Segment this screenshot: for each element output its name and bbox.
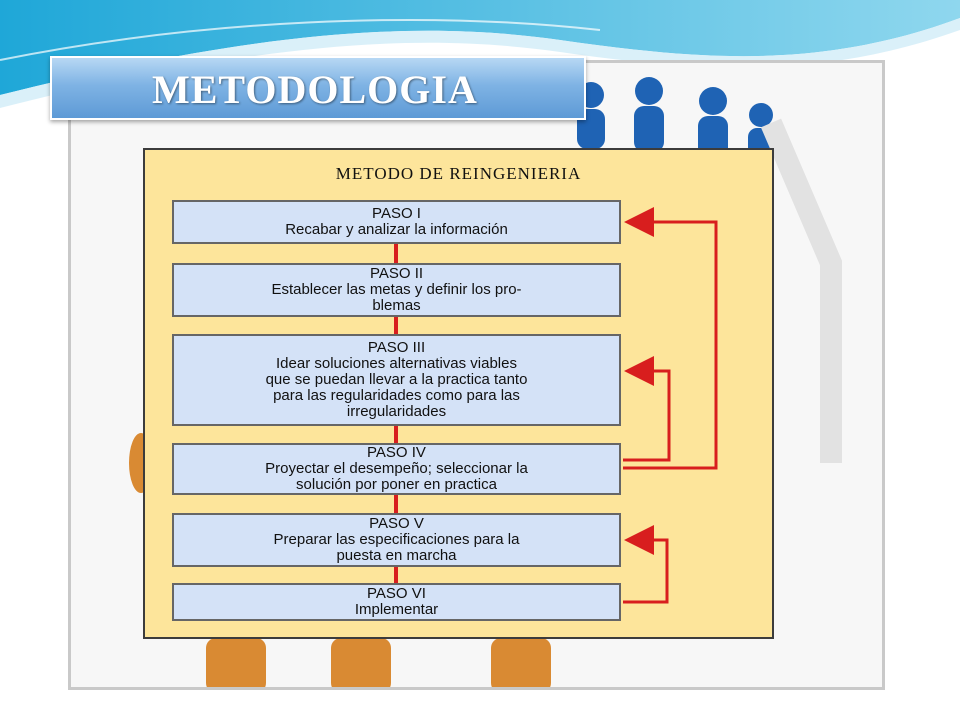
step-6-label: PASO VI	[367, 585, 426, 602]
step-2-label: PASO II	[369, 265, 424, 282]
title-banner	[50, 56, 586, 120]
reengineering-diagram	[143, 148, 774, 639]
step-3-box	[172, 334, 621, 426]
step-6-box	[172, 583, 621, 621]
step-3-text: Idear soluciones alternativas viables que se puedan llevar a la practica tanto para las regularidades como para las irregularidades	[265, 355, 528, 420]
step-4-box	[172, 443, 621, 495]
feedback-arrow-4-to-3	[623, 371, 669, 460]
step-3-label: PASO III	[367, 339, 426, 356]
step-2-text: Establecer las metas y definir los pro- blemas	[271, 281, 522, 314]
step-5-text: Preparar las especificaciones para la puesta en marcha	[273, 531, 520, 564]
step-6-text: Implementar	[354, 601, 439, 618]
step-1-box	[172, 200, 621, 244]
step-5-label: PASO V	[369, 515, 424, 532]
step-1-label: PASO I	[372, 205, 421, 222]
step-1-text: Recabar y analizar la información	[285, 221, 508, 238]
step-5-box	[172, 513, 621, 567]
step-4-text: Proyectar el desempeño; seleccionar la solución por poner en practica	[265, 460, 528, 493]
step-4-label: PASO IV	[367, 444, 426, 461]
step-2-box	[172, 263, 621, 317]
diagram-title: METODO DE REINGENIERIA	[335, 164, 582, 183]
feedback-arrow-6-to-5	[623, 540, 667, 602]
page-title: METODOLOGIA	[152, 67, 478, 112]
